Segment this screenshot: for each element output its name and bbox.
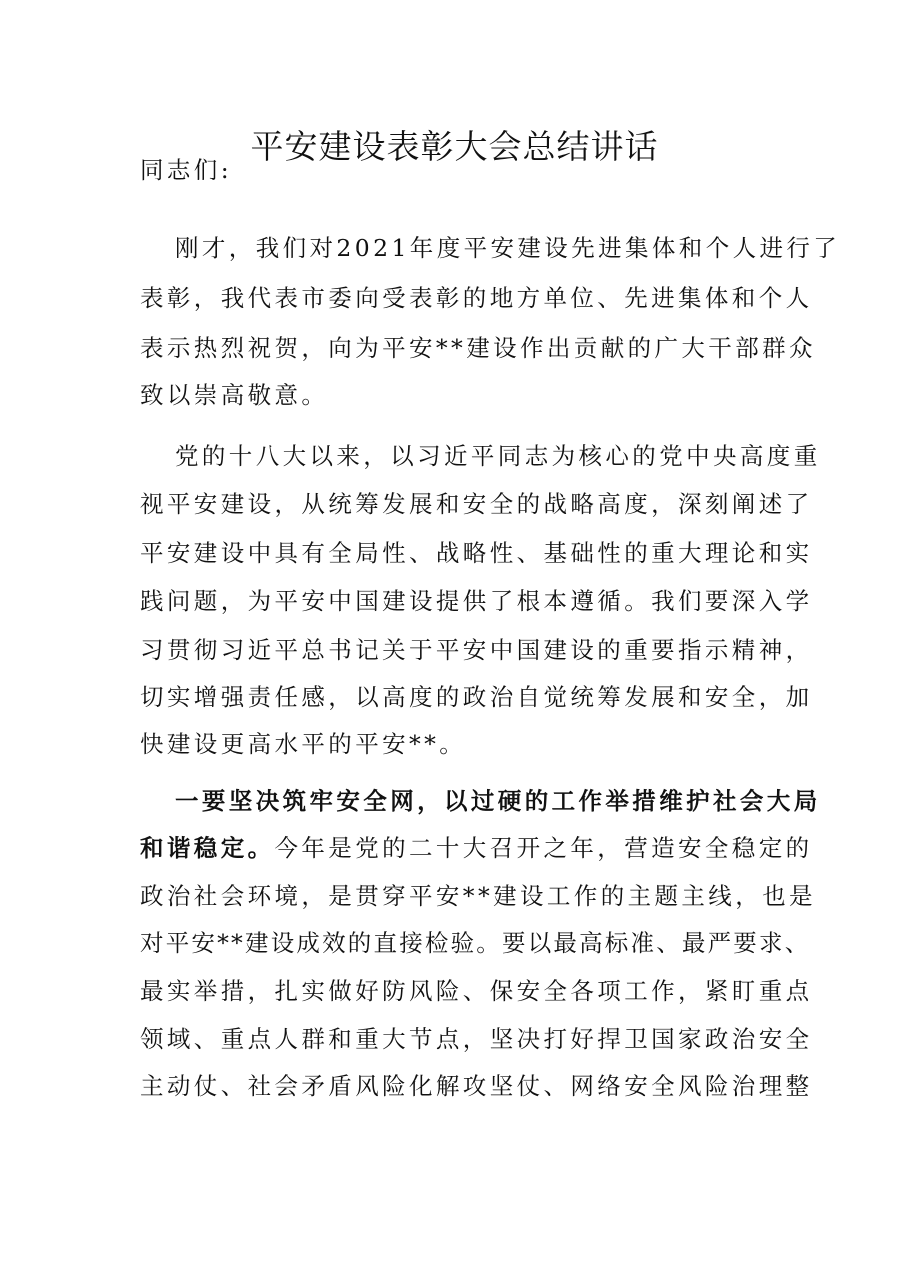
paragraph-1-line-1: 刚才，我们对2021年度平安建设先进集体和个人进行了 [175,234,841,262]
salutation: 同志们: [140,156,233,184]
paragraph-2-line-2: 视平安建设，从统筹发展和安全的战略高度，深刻阐述了 [140,490,813,518]
paragraph-2-line-5: 习贯彻习近平总书记关于平安中国建设的重要指示精神， [140,636,813,664]
paragraph-3-line-2 [140,828,813,868]
paragraph-3-line-6: 领域、重点人群和重大节点，坚决打好捍卫国家政治安全 [140,1025,813,1053]
paragraph-3-bold-heading-line-2: 和谐稳定。 [140,834,275,862]
paragraph-3-bold-heading-line-1: 一要坚决筑牢安全网，以过硬的工作举措维护社会大局 [175,787,821,815]
paragraph-1-line-2: 表彰，我代表市委向受表彰的地方单位、先进集体和个人 [140,284,813,312]
paragraph-3-line-7: 主动仗、社会矛盾风险化解攻坚仗、网络安全风险治理整 [140,1072,813,1100]
paragraph-2-line-7: 快建设更高水平的平安**。 [140,730,467,758]
paragraph-3-line-4: 对平安**建设成效的直接检验。要以最高标准、最严要求、 [140,929,811,957]
document-title: 平安建设表彰大会总结讲话 [250,127,659,166]
paragraph-1-line-3: 表示热烈祝贺，向为平安**建设作出贡献的广大干部群众 [140,334,816,362]
paragraph-2-line-6: 切实增强责任感，以高度的政治自觉统筹发展和安全，加 [140,683,813,711]
paragraph-2-line-4: 践问题，为平安中国建设提供了根本遵循。我们要深入学 [140,587,813,615]
paragraph-3-line-3: 政治社会环境，是贯穿平安**建设工作的主题主线，也是 [140,882,816,910]
paragraph-2-line-1: 党的十八大以来，以习近平同志为核心的党中央高度重 [175,442,821,470]
paragraph-3-line-5: 最实举措，扎实做好防风险、保安全各项工作，紧盯重点 [140,977,813,1005]
paragraph-2-line-3: 平安建设中具有全局性、战略性、基础性的重大理论和实 [140,539,813,567]
paragraph-3-line-2-text: 今年是党的二十大召开之年，营造安全稳定的 [274,834,813,862]
paragraph-1-line-4: 致以崇高敬意。 [140,381,329,409]
